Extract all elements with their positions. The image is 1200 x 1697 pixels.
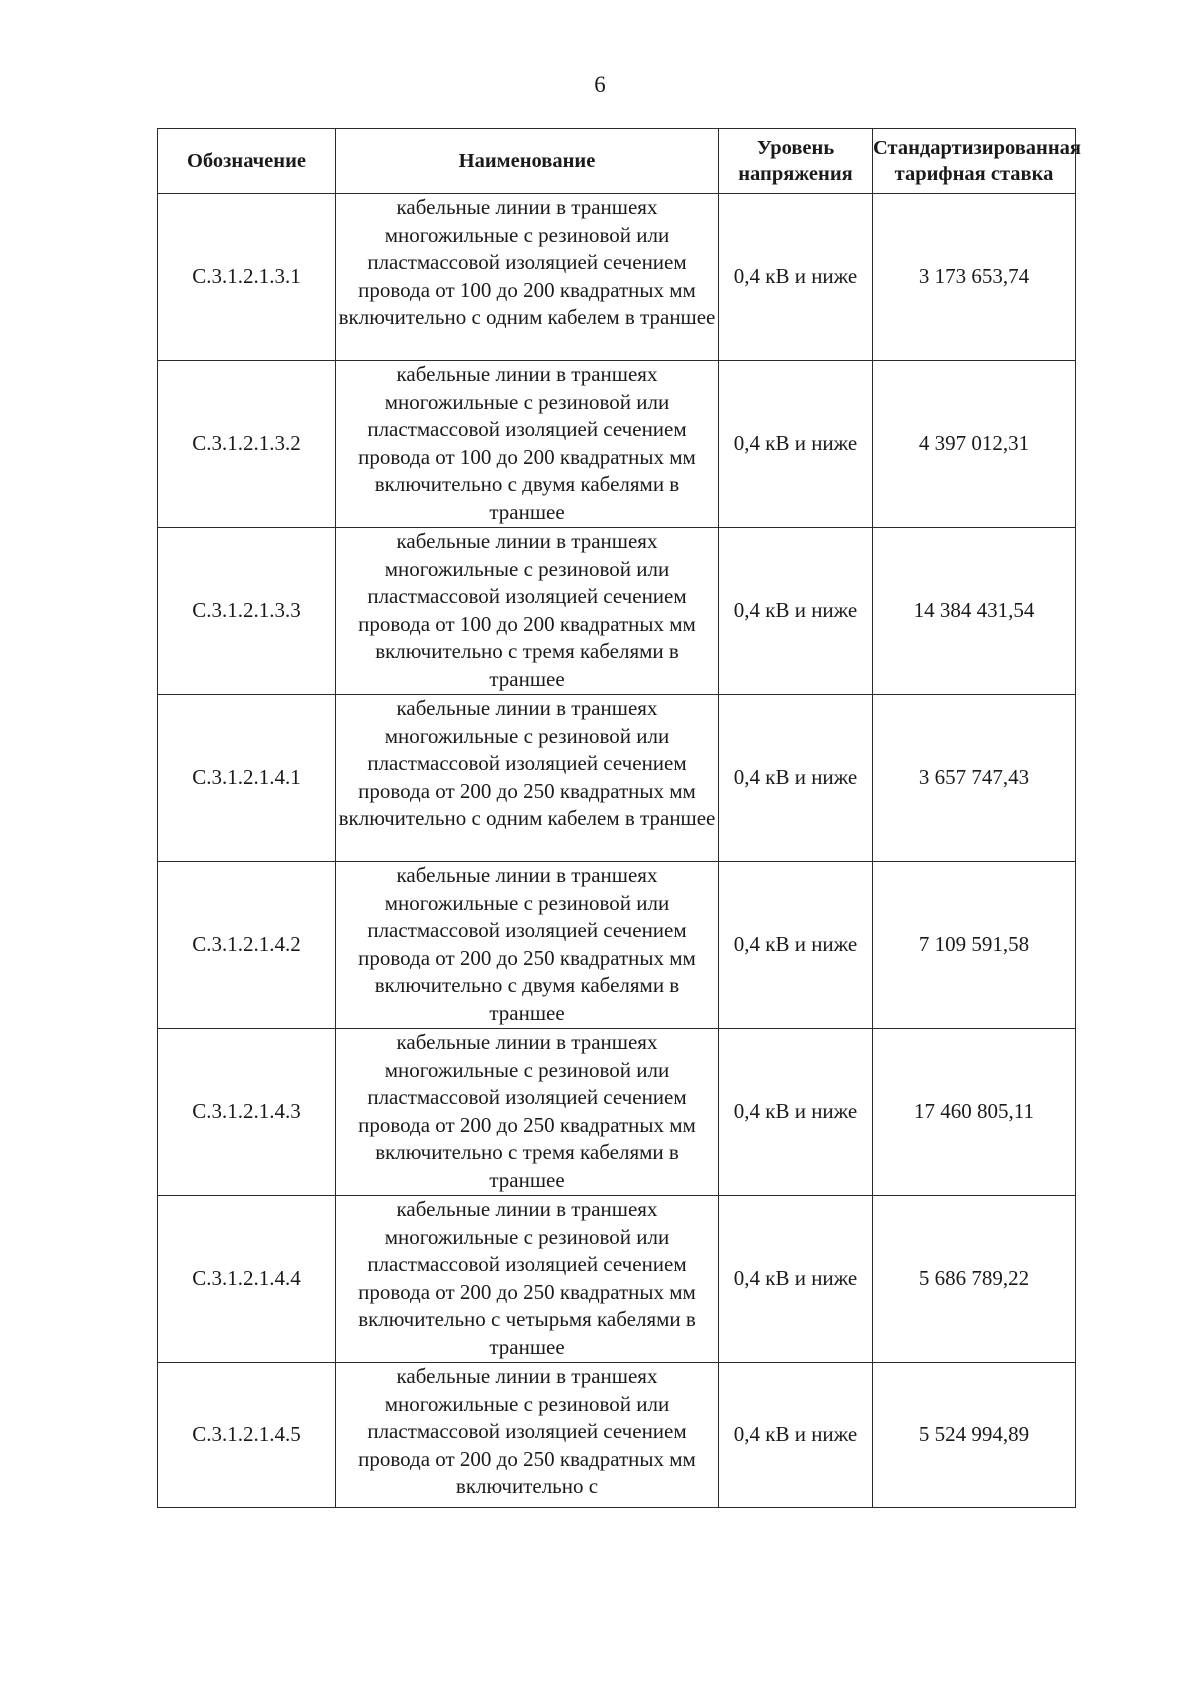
table-row <box>158 695 1076 862</box>
table-row <box>158 194 1076 361</box>
cell-code: С.3.1.2.1.3.2 <box>158 361 336 528</box>
cell-name <box>336 1196 719 1363</box>
cell-rate: 14 384 431,54 <box>873 528 1076 695</box>
header-name: Наименование <box>336 129 719 194</box>
cell-name <box>336 695 719 862</box>
cell-name-text: кабельные линии в траншеях многожильные с резиновой или пластмассовой изоляцией сечением провода от 200 до 250 квадратных мм включительно с тремя кабелями в траншее <box>358 1030 696 1192</box>
cell-voltage: 0,4 кВ и ниже <box>719 528 873 695</box>
cell-rate: 5 686 789,22 <box>873 1196 1076 1363</box>
cell-code: С.3.1.2.1.4.3 <box>158 1029 336 1196</box>
table-row <box>158 862 1076 1029</box>
cell-rate: 3 173 653,74 <box>873 194 1076 361</box>
cell-name <box>336 862 719 1029</box>
cell-name-text: кабельные линии в траншеях многожильные с резиновой или пластмассовой изоляцией сечением провода от 200 до 250 квадратных мм включительно с четырьмя кабелями в траншее <box>358 1197 696 1359</box>
cell-voltage: 0,4 кВ и ниже <box>719 1029 873 1196</box>
page-number: 6 <box>594 72 606 97</box>
cell-voltage: 0,4 кВ и ниже <box>719 194 873 361</box>
cell-name <box>336 528 719 695</box>
header-code: Обозначение <box>158 129 336 194</box>
header-voltage: Уровень напряжения <box>719 129 873 194</box>
cell-code: С.3.1.2.1.4.1 <box>158 695 336 862</box>
cell-name-text: кабельные линии в траншеях многожильные с резиновой или пластмассовой изоляцией сечением провода от 200 до 250 квадратных мм включительно с <box>358 1364 696 1498</box>
cell-voltage: 0,4 кВ и ниже <box>719 1196 873 1363</box>
cell-name-text: кабельные линии в траншеях многожильные с резиновой или пластмассовой изоляцией сечением провода от 200 до 250 квадратных мм включительно с двумя кабелями в траншее <box>358 863 696 1025</box>
cell-voltage: 0,4 кВ и ниже <box>719 1363 873 1508</box>
cell-code: С.3.1.2.1.3.1 <box>158 194 336 361</box>
cell-code: С.3.1.2.1.3.3 <box>158 528 336 695</box>
cell-rate: 4 397 012,31 <box>873 361 1076 528</box>
cell-name <box>336 1029 719 1196</box>
cell-rate: 17 460 805,11 <box>873 1029 1076 1196</box>
table-row <box>158 361 1076 528</box>
cell-name-text: кабельные линии в траншеях многожильные с резиновой или пластмассовой изоляцией сечением провода от 100 до 200 квадратных мм включительно с двумя кабелями в траншее <box>358 362 696 524</box>
cell-name <box>336 1363 719 1508</box>
table-row <box>158 1196 1076 1363</box>
cell-code: С.3.1.2.1.4.5 <box>158 1363 336 1508</box>
cell-name-text: кабельные линии в траншеях многожильные с резиновой или пластмассовой изоляцией сечением провода от 100 до 200 квадратных мм включительно с тремя кабелями в траншее <box>358 529 696 691</box>
cell-voltage: 0,4 кВ и ниже <box>719 862 873 1029</box>
cell-name-text: кабельные линии в траншеях многожильные с резиновой или пластмассовой изоляцией сечением провода от 100 до 200 квадратных мм включительно с одним кабелем в траншее <box>338 195 716 329</box>
cell-name <box>336 361 719 528</box>
table-row <box>158 528 1076 695</box>
cell-name-text: кабельные линии в траншеях многожильные с резиновой или пластмассовой изоляцией сечением провода от 200 до 250 квадратных мм включительно с одним кабелем в траншее <box>338 696 716 830</box>
table-header-row <box>158 129 1076 194</box>
cell-voltage: 0,4 кВ и ниже <box>719 361 873 528</box>
cell-rate: 7 109 591,58 <box>873 862 1076 1029</box>
cell-name <box>336 194 719 361</box>
cell-rate: 3 657 747,43 <box>873 695 1076 862</box>
cell-code: С.3.1.2.1.4.2 <box>158 862 336 1029</box>
cell-code: С.3.1.2.1.4.4 <box>158 1196 336 1363</box>
table-row <box>158 1363 1076 1508</box>
cell-rate: 5 524 994,89 <box>873 1363 1076 1508</box>
table-row <box>158 1029 1076 1196</box>
header-rate: Стандартизированная тарифная ставка <box>873 129 1076 194</box>
cell-voltage: 0,4 кВ и ниже <box>719 695 873 862</box>
tariff-table <box>157 128 1082 1508</box>
